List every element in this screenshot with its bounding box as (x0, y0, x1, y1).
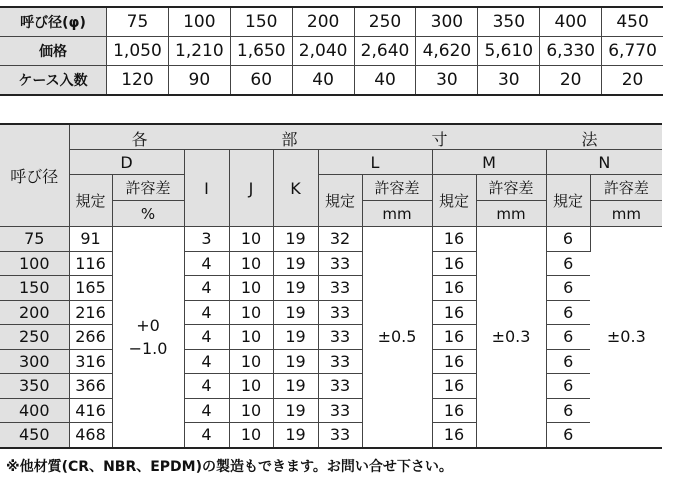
footnote: ※他材質(CR、NBR、EPDM)の製造もできます。お問い合せ下さい。 (6, 459, 453, 475)
size-cell: 100 (0, 251, 69, 276)
dimension-row (0, 276, 662, 301)
K-value-cell: 19 (273, 398, 318, 423)
dimension-row (0, 398, 662, 423)
J-value-cell: 10 (229, 398, 273, 423)
header-D: D (69, 150, 184, 175)
N-value-cell: 6 (546, 300, 590, 325)
header-L: L (318, 150, 432, 175)
D-value-cell: 116 (69, 251, 112, 276)
size-cell: 75 (0, 227, 69, 252)
N-value-cell: 6 (546, 325, 590, 350)
price-table-cell: 2,640 (354, 37, 416, 66)
D-tolerance-cell (112, 227, 184, 448)
L-value-cell: 33 (318, 349, 362, 374)
D-value-cell: 366 (69, 374, 112, 399)
dimension-row (0, 349, 662, 374)
header-L-kitei: 規定 (318, 175, 362, 227)
price-table-cell: 40 (354, 66, 416, 96)
price-table-cell: 2,040 (292, 37, 354, 66)
price-table (0, 6, 663, 96)
price-table-cell: 30 (416, 66, 478, 96)
dimension-row (0, 300, 662, 325)
N-value-cell: 6 (546, 398, 590, 423)
J-value-cell: 10 (229, 300, 273, 325)
price-table-cell: 300 (416, 7, 478, 37)
L-tolerance-cell: ±0.5 (362, 227, 432, 448)
D-value-cell: 468 (69, 423, 112, 448)
J-value-cell: 10 (229, 325, 273, 350)
price-table-cell: 200 (292, 7, 354, 37)
size-cell: 250 (0, 325, 69, 350)
dimension-table (0, 123, 662, 449)
price-table-cell: 20 (621, 70, 644, 90)
D-value-cell: 165 (69, 276, 112, 301)
I-value-cell: 4 (184, 423, 229, 448)
K-value-cell: 19 (273, 423, 318, 448)
price-table-row-header: 価格 (0, 37, 107, 66)
N-value-cell: 6 (546, 276, 590, 301)
K-value-cell: 19 (273, 251, 318, 276)
header-N: N (546, 150, 662, 175)
header-D-kitei: 規定 (69, 175, 112, 227)
M-value-cell: 16 (432, 398, 476, 423)
header-L-unit: mm (362, 201, 432, 227)
price-table-cell: 350 (478, 7, 540, 37)
header-M-kitei: 規定 (432, 175, 476, 227)
title-char-4: 法 (581, 130, 598, 149)
L-value-cell: 33 (318, 276, 362, 301)
L-value-cell: 33 (318, 300, 362, 325)
K-value-cell: 19 (273, 300, 318, 325)
row-header-size: 呼び径 (0, 124, 69, 227)
M-value-cell: 16 (432, 251, 476, 276)
M-value-cell: 16 (432, 423, 476, 448)
I-value-cell: 4 (184, 349, 229, 374)
price-table-body (0, 7, 663, 95)
title-row (69, 124, 662, 150)
header-K: K (273, 150, 318, 227)
M-tolerance-cell: ±0.3 (476, 227, 546, 448)
D-tolerance-minus: −1.0 (128, 338, 168, 358)
size-cell: 300 (0, 349, 69, 374)
D-value-cell: 316 (69, 349, 112, 374)
L-value-cell: 33 (318, 251, 362, 276)
D-value-cell: 416 (69, 398, 112, 423)
price-table-row (0, 7, 663, 37)
M-value-cell: 16 (432, 227, 476, 252)
price-table-cell: 120 (107, 66, 169, 96)
header-N-kitei: 規定 (546, 175, 590, 227)
J-value-cell: 10 (229, 423, 273, 448)
K-value-cell: 19 (273, 349, 318, 374)
D-value-cell: 91 (69, 227, 112, 252)
size-cell: 200 (0, 300, 69, 325)
K-value-cell: 19 (273, 276, 318, 301)
price-table-cell: 40 (292, 66, 354, 96)
price-table-row (0, 37, 663, 66)
M-value-cell: 16 (432, 300, 476, 325)
price-table-cell: 150 (230, 7, 292, 37)
M-value-cell: 16 (432, 349, 476, 374)
title-char-2: 部 (281, 130, 298, 149)
I-value-cell: 4 (184, 398, 229, 423)
dimension-row (0, 251, 662, 276)
J-value-cell: 10 (229, 349, 273, 374)
header-L-kyoyosa: 許容差 (362, 175, 432, 201)
header-D-unit: % (112, 201, 184, 227)
price-table-cell: 1,050 (107, 37, 169, 66)
price-table-row (0, 66, 663, 96)
L-value-cell: 33 (318, 374, 362, 399)
L-value-cell: 33 (318, 398, 362, 423)
N-value-cell: 6 (546, 227, 590, 252)
dimension-row (0, 227, 662, 252)
I-value-cell: 4 (184, 276, 229, 301)
L-value-cell: 32 (318, 227, 362, 252)
price-table-row-header: 呼び径(φ) (0, 7, 107, 37)
price-table-cell: 6,330 (540, 37, 602, 66)
title-char-1: 各 (131, 130, 148, 149)
header-N-unit: mm (590, 201, 662, 227)
J-value-cell: 10 (229, 251, 273, 276)
price-table-cell: 4,620 (416, 37, 478, 66)
I-value-cell: 4 (184, 300, 229, 325)
D-tolerance-plus: +0 (136, 315, 160, 335)
dimension-row (0, 325, 662, 350)
L-value-cell: 33 (318, 325, 362, 350)
M-value-cell: 16 (432, 325, 476, 350)
size-cell: 450 (0, 423, 69, 448)
price-table-cell: 30 (478, 66, 540, 96)
K-value-cell: 19 (273, 325, 318, 350)
D-value-cell: 216 (69, 300, 112, 325)
I-value-cell: 4 (184, 325, 229, 350)
N-value-cell: 6 (546, 349, 590, 374)
I-value-cell: 3 (184, 227, 229, 252)
title-char-3: 寸 (431, 130, 448, 149)
price-table-cell: 450 (602, 7, 663, 37)
J-value-cell: 10 (229, 374, 273, 399)
price-table-cell: 6,770 (602, 37, 663, 66)
dimension-row (0, 374, 662, 399)
header-M-unit: mm (476, 201, 546, 227)
K-value-cell: 19 (273, 374, 318, 399)
D-value-cell: 266 (69, 325, 112, 350)
size-cell: 350 (0, 374, 69, 399)
N-tolerance-cell: ±0.3 (590, 227, 662, 448)
header-I: I (184, 150, 229, 227)
price-table-cell: 100 (168, 7, 230, 37)
dimension-table-body (0, 124, 662, 448)
N-value-cell: 6 (563, 425, 574, 445)
N-value-cell: 6 (546, 374, 590, 399)
price-table-cell: 250 (354, 7, 416, 37)
price-table-cell: 5,610 (478, 37, 540, 66)
price-table-cell: 75 (107, 7, 169, 37)
header-M: M (432, 150, 546, 175)
I-value-cell: 4 (184, 374, 229, 399)
price-table-cell: 400 (540, 7, 602, 37)
J-value-cell: 10 (229, 227, 273, 252)
header-M-kyoyosa: 許容差 (476, 175, 546, 201)
N-value-cell: 6 (546, 251, 590, 276)
K-value-cell: 19 (273, 227, 318, 252)
header-N-kyoyosa: 許容差 (590, 175, 662, 201)
price-table-cell: 1,650 (230, 37, 292, 66)
M-value-cell: 16 (432, 276, 476, 301)
M-value-cell: 16 (432, 374, 476, 399)
dimension-row (0, 423, 662, 448)
price-table-cell: 60 (230, 66, 292, 96)
price-table-row-header: ケース入数 (0, 66, 107, 96)
price-table-cell: 20 (540, 66, 602, 96)
size-cell: 400 (0, 398, 69, 423)
L-value-cell: 33 (318, 423, 362, 448)
size-cell: 150 (0, 276, 69, 301)
header-D-kyoyosa: 許容差 (112, 175, 184, 201)
J-value-cell: 10 (229, 276, 273, 301)
header-J: J (229, 150, 273, 227)
I-value-cell: 4 (184, 251, 229, 276)
price-table-cell: 1,210 (168, 37, 230, 66)
price-table-cell: 90 (168, 66, 230, 96)
